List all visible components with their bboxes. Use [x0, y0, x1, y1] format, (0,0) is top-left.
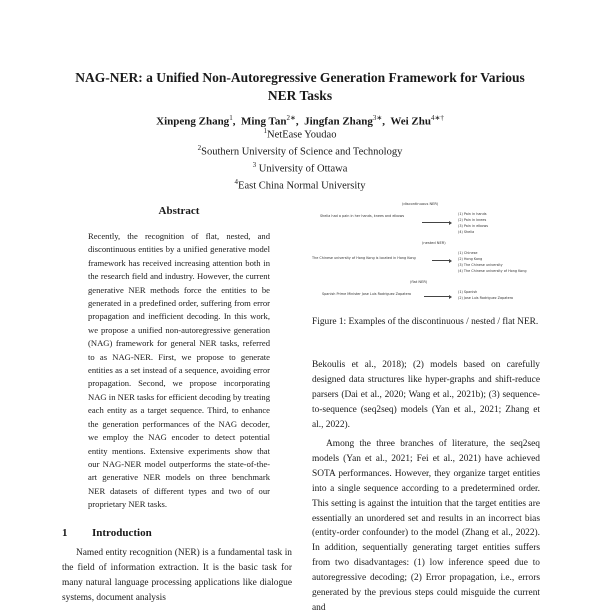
panel-output: (2) Jose Luis Rodriguez Zapatero — [458, 296, 514, 300]
panel-output: (1) Chinese — [458, 251, 478, 255]
right-column-text — [312, 358, 540, 616]
affiliation — [60, 125, 540, 142]
author-list: Xinpeng Zhang$^1$, Ming Tan$^{2∗}$, Jingfan Zhang$^{3∗}$, Wei Zhu$^{4∗\dagger}$ — [156, 114, 444, 128]
arrow-icon — [424, 296, 450, 297]
panel-header: (nested NER) — [422, 241, 446, 245]
author-name: Ming Tan — [240, 115, 287, 128]
panel-header: (flat NER) — [410, 280, 428, 284]
section-number: 1 — [62, 527, 68, 539]
author-name: Xinpeng Zhang — [156, 115, 230, 128]
author-name: Jingfan Zhang — [304, 115, 373, 128]
affiliation — [60, 142, 540, 159]
author-mark: 3∗ — [372, 114, 383, 122]
panel-sentence: The Chinese university of Hong Kong is located in Hong Kong — [312, 256, 416, 260]
affiliation-mark: 3 — [252, 160, 257, 169]
author-mark: 1 — [229, 114, 233, 122]
panel-sentence: Shelia had a pain in her hands, knees and elbows — [320, 214, 405, 218]
author-mark: 2∗ — [286, 114, 296, 122]
affiliation-mark: 4 — [234, 177, 239, 186]
panel-sentence: Spanish Prime Minister Jose Luis Rodriguez Zapatero — [322, 292, 412, 296]
paragraph: Among the three branches of literature, the seq2seq models (Yan et al., 2021; Fei et al., 2021) have achieved SOTA performances. However, they organize target entities into a single sequence according to a predetermined order. This setting is against the intuition that the target entities are essentially an unordered set and results in an incorrect bias (entity-order confounder) to the model (Zhang et al., 2022). In addition, sequentially generating target entities suffers from two disadvantages: (1) low inference speed due to autoregressive decoding; (2) Error propagation, i.e., errors generated by the previous steps could misguide the current and — [312, 438, 540, 614]
affiliation-name: University of Ottawa — [258, 163, 348, 175]
affiliation — [60, 176, 540, 193]
abstract-heading: Abstract — [158, 205, 200, 217]
panel-output: (4) Shelia — [458, 230, 475, 234]
panel-output: (3) The Chinese university — [458, 263, 503, 267]
affiliation-list — [60, 125, 540, 193]
panel-output: (2) Hong Kong — [458, 257, 483, 261]
arrow-icon — [432, 260, 450, 261]
introduction-text: Named entity recognition (NER) is a fundamental task in the field of information extraction. It is the basic task for many natural language processing applications like dialogue systems, document analysis — [62, 548, 292, 603]
affiliation-name: Southern University of Science and Technology — [201, 146, 403, 158]
affiliation-name: NetEase Youdao — [267, 129, 337, 141]
panel-output: (1) Pain in hands — [458, 212, 487, 216]
paragraph: Bekoulis et al., 2018); (2) models based on carefully designed data structures like hyper-graphs and shift-reduce parsers (Dai et al., 2020; Wang et al., 2021b); (3) sequence-to-sequence (seq2seq) models (Yan et al., 2021; Zhang et al., 2022). — [312, 360, 540, 430]
panel-header: (discontinuous NER) — [402, 202, 439, 206]
section-title: Introduction — [92, 527, 152, 539]
panel-output: (1) Spanish — [458, 290, 478, 294]
abstract-text: Recently, the recognition of flat, nested, and discontinuous entities by a unified generative model framework has received increasing attention both in the research field and industry. However, the current generative NER methods force the entities to be generated in a predefined order, suffering from error propagation and inefficient decoding. In this work, we propose a unified non-autoregressive generation (NAG) framework for general NER tasks, referred to as NAG-NER. First, we propose to generate entities as a set instead of a sequence, avoiding error propagation. Second, we propose incorporating NAG in NER tasks for efficient decoding by treating each entity as a target sequence. Third, to enhance the generation performances of the NAG decoder, we employ the NAG encoder to detect potential entity mentions. Extensive experiments show that our NAG-NER model outperforms the state-of-the-art generative NER models on three benchmark NER datasets of different types and two of our proprietary NER tasks. — [88, 231, 270, 510]
author-mark: 4∗† — [431, 114, 444, 122]
affiliation-name: East China Normal University — [238, 180, 366, 192]
panel-output: (2) Pain in knees — [458, 218, 487, 222]
author-name: Wei Zhu — [390, 115, 431, 128]
affiliation-mark: 2 — [197, 143, 202, 152]
panel-output: (4) The Chinese university of Hong Kong — [458, 269, 527, 273]
arrow-icon — [422, 222, 450, 223]
paper-title: NAG-NER: a Unified Non-Autoregressive Generation Framework for Various NER Tasks — [75, 70, 525, 103]
section-heading-introduction — [62, 527, 152, 539]
figure-1 — [312, 200, 540, 310]
affiliation-mark: 1 — [263, 127, 268, 135]
panel-output: (3) Pain in elbows — [458, 224, 488, 228]
affiliation — [60, 159, 540, 176]
figure-caption: Figure 1: Examples of the discontinuous / nested / flat NER. — [312, 317, 539, 327]
